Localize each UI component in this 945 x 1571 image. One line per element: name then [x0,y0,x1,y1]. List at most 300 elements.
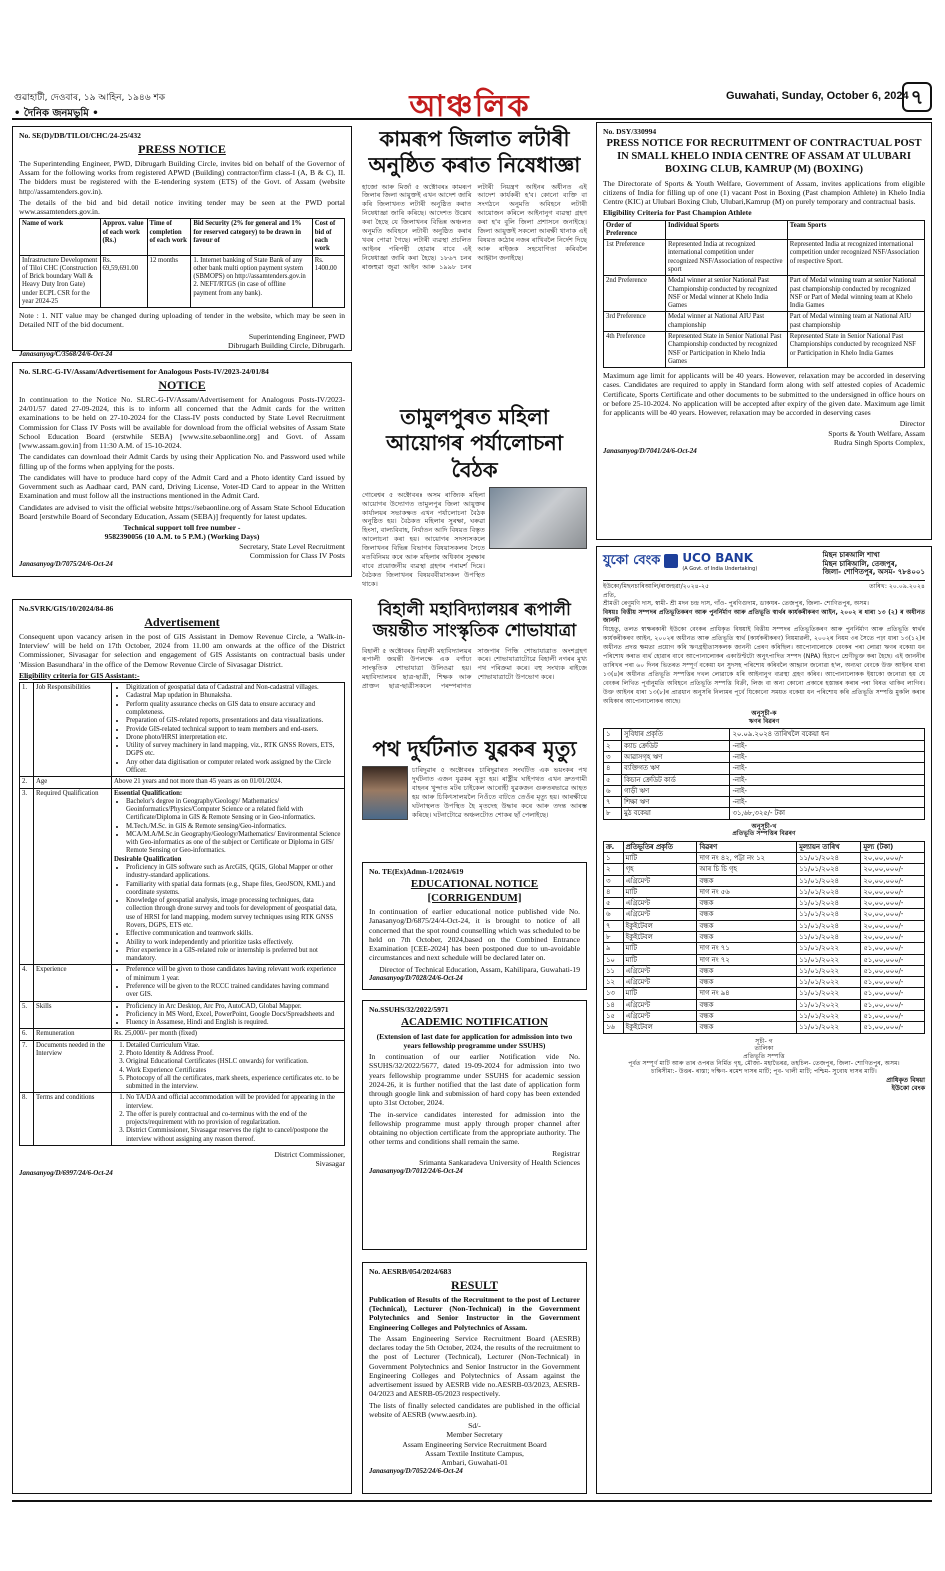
dsy-cell: 4th Preference [604,332,666,368]
uco-cell: ১১/০১/২০২৪ [797,853,861,864]
uco-cell: ৭ [604,797,622,808]
tec-footer: Janasanyog/D/7028/24/6-Oct-24 [369,973,463,982]
pwd-table-row [20,255,345,308]
dsy-cell: Medal winner at senior National Past Championship conducted by recognized NSF or Medal winner at Khelo India Games [666,276,788,312]
svrk-numbered-item: 2. Photo Identity & Address Proof. [126,1050,342,1058]
svrk-bullet: • Preference will be given to the RCCC trained candidates having command over GIS. [126,983,342,1000]
svrk-value-text: Rs. 25,000/- per month (fixed) [114,1030,198,1038]
uco-schedule-b-head [604,841,925,852]
uco-col-header: ক্ৰ. [604,841,624,852]
dsy-col-header: Order of Preference [604,220,666,240]
uco-cell: ৫১,০০,০০০/- [861,988,925,999]
pwd-note: Note : 1. NIT value may be changed during uploading of tender in the website, which may be seen in Detailed NIT of the bid document. [19,311,345,330]
uco-cell: এগ্ৰিমেণ্ট [623,977,697,988]
uco-cell: ৫১,০০,০০০/- [861,999,925,1010]
uco-cell: এগ্ৰিমেণ্ট [623,898,697,909]
ssuhs-footer: Janasanyog/D/7012/24/6-Oct-24 [369,1167,463,1176]
uco-cell: এগ্ৰিমেণ্ট [623,1010,697,1021]
svrk-row-number: 3. [20,788,34,965]
svrk-numbered-item: 2. The offer is purely contractual and co-terminus with the end of the projects/requirement with no provision of regularization. [126,1111,342,1128]
uco-cell: ৬ [604,909,624,920]
uco-cell: ১১/০১/২০২৪ [797,864,861,875]
tec-title: EDUCATIONAL NOTICE [CORRIGENDUM] [410,878,539,904]
uco-schedule-b-row [604,853,925,864]
uco-col-header: মূল্য (টকা) [861,841,925,852]
uco-cell: ২০,০০,০০০/- [861,853,925,864]
dsy-table-row [604,312,925,332]
uco-cell: এগ্ৰিমেণ্ট [623,999,697,1010]
svrk-bullet: • M.Tech./M.Sc. in GIS & Remote sensing/Geo-informatics. [126,823,342,831]
uco-schedule-a-row [604,729,925,740]
svrk-bullet: • Any other data digitisation or computer related work assigned by the Circle Officer. [126,759,342,776]
dsy-table-row [604,240,925,276]
pwd-cell: 1. Internet banking of State Bank of any other bank multi option payment system (SBMOPS) on http://assamtenders.gov.in 2. NEFT/RTGS (in case of offline payment from any bank). [191,255,312,308]
pwd-para-1: The Superintending Engineer, PWD, Dibrugarh Building Circle, invites bid on behalf of the Governor of Assam for the following works from registered APWD (Building) contractor/firm class-I (A, B & C), II. The bidders must be registered with the E-tendering system (ETS) of the Govt. of Assam (website http://assamtenders.gov.in). [19,158,345,196]
uco-cell: ২০,০০,০০০/- [861,920,925,931]
uco-cell: -নাই- [730,785,925,796]
uco-cell: ১১/০১/২০২২ [797,977,861,988]
slrc-signature: Secretary, State Level Recruitment Commission for Class IV Posts [239,541,345,560]
uco-cell: দাগ নং ৭২ [697,954,797,965]
uco-cell: ১৪ [604,999,624,1010]
svrk-row-value [112,1040,345,1093]
slrc-footer: Janasanyog/D/7075/24/6-Oct-24 [19,560,113,569]
uco-cell: ৯ [604,943,624,954]
dsy-cell: Medal winner at National AIU Past championship [666,312,788,332]
uco-cell: -নাই- [730,774,925,785]
svrk-row-key: Job Responsibilities [34,683,112,777]
uco-cell: দাগ নং ৫৬ [697,886,797,897]
dsy-title: PRESS NOTICE FOR RECRUITMENT OF CONTRACTUAL POST IN SMALL KHELO INDIA CENTRE OF ASSAM AT ULUBARI BOXING CLUB, KAMRUP (M) (BOXING) [606,138,922,175]
uco-cell: ১৬ [604,1022,624,1033]
uco-date: তাৰিখ: ২০.০৯.২০২৪ [869,582,925,590]
uco-col-header: বিৱৰণ [697,841,797,852]
pwd-cell: 12 months [147,255,191,308]
svrk-numbered-item: 1. Detailed Curriculum Vitae. [126,1042,342,1050]
svrk-ref: No.SVRK/GIS/10/2024/84-86 [19,604,114,613]
svrk-footer: Janasanyog/D/6997/24/6-Oct-24 [19,1168,113,1177]
masthead-logo: আঞ্চলিক [409,89,531,124]
svrk-bullet: • Proficiency in Arc Desktop, Arc Pro, AutoCAD, Global Mapper. [126,1003,342,1011]
svrk-numbered-item: 4. Work Experience Certificates [126,1067,342,1075]
uco-schedule-b-row [604,864,925,875]
tec-signature: Director of Technical Education, Assam, Kahilipara, Guwahati-19 [379,964,580,974]
svrk-bullet-list [114,1003,342,1028]
dsy-cell: Represented State in Senior National Past Championship conducted by recognized NSF or Participation in Khelo India Games [666,332,788,368]
uco-subject: বিষয়ঃ বিত্তীয় সম্পদৰ প্ৰতিভূতিকৰণ আৰু পুনৰ্নিৰ্মাণ আৰু প্ৰতিভূতি স্বাৰ্থৰ কাৰ্যকৰীকৰণ আইন, ২০০২ ৰ ধাৰা ১৩ (২) ৰ অধীনত জাননী [603,609,925,624]
svrk-row-number: 2. [20,777,34,788]
dsy-table [603,220,925,369]
svrk-row-key: Terms and conditions [34,1093,112,1146]
uco-schedule-b-row [604,932,925,943]
svrk-value-subhead: Desirable Qualification [114,855,182,863]
dsy-col-header: Team Sports [787,220,924,240]
svrk-bullet: • Drone photo/HRSI interpretation etc. [126,734,342,742]
uco-cell: এগ্ৰিমেণ্ট [623,909,697,920]
uco-schedule-b-row [604,886,925,897]
aesrb-para-2: The lists of finally selected candidates are published in the official website of AESRB (www.aesrb.in). [369,1400,580,1419]
slrc-title: NOTICE [158,378,206,393]
svrk-row-value [112,788,345,965]
uco-cell: এগ্ৰিমেণ্ট [623,875,697,886]
uco-cell: ৫ [604,898,624,909]
slrc-para-3: The candidates will have to produce hard copy of the Admit Card and a Photo identity Card issued by Government such as Aadhaar card, PAN card, Driving License, Voter-ID Card to appear in the Written Examination and must follow all the instructions mentioned in the Admit Card. [19,472,345,501]
uco-cell: ১১/০১/২০২২ [797,965,861,976]
svrk-row [20,965,345,1001]
svrk-row-key: Skills [34,1001,112,1029]
svrk-row-number: 5. [20,1001,34,1029]
uco-cell: ১১/০১/২০২২ [797,954,861,965]
slrc-para-2: The candidates can download their Admit Cards by using their Application No. and Password used while filling up of the forms when applying for the posts. [19,452,345,471]
uco-body: যিহেতু, তলত স্বাক্ষৰকাৰী ইউকো বেংকৰ প্ৰাধিকৃত বিষয়াই বিত্তীয় সম্পদৰ প্ৰতিভূতিকৰণ আৰু পুনৰ্নিৰ্মাণ আৰু প্ৰতিভূতি স্বাৰ্থৰ কাৰ্যকৰীকৰণ আইন, ২০০২ৰ অধীনত আৰু প্ৰতিভূতি স্বাৰ্থ (কাৰ্যকৰীকৰণ) নিয়মাৱলী, ২০০২ৰ নিয়ম ৩ৰ সৈতে পঢ়া ধাৰা ১৩(১২)ৰ অধীনত প্ৰদত্ত ক্ষমতা প্ৰয়োগ কৰি ঋণগ্ৰহীতাসকলক জাননী প্ৰেৰণ কৰিছিল। আপোনালোকে বেংকৰ পৰা লোৱা ঋণৰ বকেয়া ধন পৰিশোধ কৰাত ব্যৰ্থ হোৱাৰ বাবে আপোনালোকৰ একাউণ্টটো অনুৎপাদিত সম্পদ (NPA) হিচাপে শ্ৰেণীভুক্ত কৰা হৈছে। এই জাননীৰ তাৰিখৰ পৰা ৬০ দিনৰ ভিতৰত সম্পূৰ্ণ বকেয়া ধন সুদসহ পৰিশোধ কৰিবলৈ আহ্বান জনোৱা হ'ল, অন্যথা বেংকে উক্ত আইনৰ ধাৰা ১৩(৪)ৰ অধীনত প্ৰতিভূতি সম্পত্তিৰ দখল লোৱাকে ধৰি আইনানুগ ব্যৱস্থা গ্ৰহণ কৰিব। আপোনালোকক ইয়াকো জনোৱা হয় যে বেংকৰ লিখিত পূৰ্বানুমতি অবিহনে প্ৰতিভূতি সম্পত্তি বিক্ৰী, লিজ বা অন্য কোনো প্ৰকাৰে হস্তান্তৰ কৰাৰ পৰা বিৰত থাকিব লাগিব। উক্ত আইনৰ ধাৰা ১৩(৮)ৰ প্ৰাৱধান অনুসৰি নিলামৰ পূৰ্বে যিকোনো সময়ত বকেয়া ধন পৰিশোধ কৰি প্ৰতিভূতি সম্পত্তি মুকলি কৰাৰ অধিকাৰ আপোনালোকৰ আছে। [603,626,925,706]
svrk-bullet: • Fluency in Assamese, Hindi and English is required. [126,1019,342,1027]
uco-cell: মাটি [623,988,697,999]
svrk-numbered-item: 3. Original Educational Certificates (HSLC onwards) for verification. [126,1058,342,1066]
uco-cell: বন্ধক [697,965,797,976]
uco-schedule-b-row [604,1022,925,1033]
uco-cell: ১১/০১/২০২৪ [797,920,861,931]
footer-rule [12,1500,932,1502]
uco-col-header: মূল্যায়ন তাৰিখ [797,841,861,852]
pwd-col-header: Approx. value of each work (Rs.) [100,219,147,255]
pwd-cell: Rs. 1400.00 [312,255,344,308]
svrk-bullet: • Perform quality assurance checks on GIS data to ensure accuracy and completeness. [126,701,342,718]
uco-schedule-b [603,841,925,1034]
svrk-row-key: Age [34,777,112,788]
pwd-para-2: The details of the bid and bid detail notice inviting tender may be seen at the PWD portal www.assamtenders.gov.in. [19,197,345,217]
svrk-numbered-item: 5. Photocopy of all the certificates, mark sheets, experience certificates etc. to be submitted in the interview. [126,1075,342,1092]
header-rule [12,118,932,120]
uco-cell: ১ [604,729,622,740]
pwd-col-header: Bid Security (2% for general and 1% for reserved category) to be drawn in favour of [191,219,312,255]
svrk-row-number: 6. [20,1029,34,1040]
uco-closing: সূচী- গ তালিকা প্ৰতিভূতি সম্পত্তি পূৰ্বত সম্পূৰ্ণ মাটি আৰু তাৰ ওপৰত নিৰ্মিত গৃহ, মৌজা- মহাভৈৰৱ, তহচিল- তেজপুৰ, জিলা- শোণিতপুৰ, অসম। চাৰিসীমা:- উত্তৰ- ৰাস্তা; দক্ষিণ- ৰমেশ দাসৰ মাটি; পূব- খালী মাটি; পশ্চিম- সুবোধ দাসৰ মাটি। [628,1037,900,1075]
pwd-table [19,218,345,308]
svrk-bullet: • Proficiency in MS Word, Excel, PowerPoint, Google Docs/Spreadsheets and [126,1011,342,1019]
news-accident-headline: পথ দুৰ্ঘটনাত যুৱকৰ মৃত্যু [372,737,577,761]
svrk-numbered-list [114,1042,342,1092]
date-bengali: গুৱাহাটী, দেওবাৰ, ১৯ আহিন, ১৯৪৬ শক [14,93,166,103]
svrk-eligibility: Eligibility criteria for GIS Assistant:- [19,670,140,680]
uco-cell: ৮ [604,808,622,819]
svrk-row [20,1001,345,1029]
uco-cell: দাগ নং ৯৪ [697,988,797,999]
dsy-signature: Director Sports & Youth Welfare, Assam Rudra Singh Sports Complex, [828,419,925,447]
uco-schedule-b-row [604,988,925,999]
pwd-col-header: Cost of bid of each work [312,219,344,255]
uco-cell: -নাই- [730,797,925,808]
dsy-para-2: Maximum age limit for applicants will be 40 years. However, relaxation may be accorded in deserving cases. Candidates are required to apply in Standard form along with self attested copies of Academic Certificate, Sports Certificate and other documents to be submitted to the undersigned in office hours on or before 25-10-2024. No application will be accepted after expiry of the given date. Maximum age limit for applicants will be 40 years. However, relaxation may be accorded in deserving cases [603,371,925,418]
svrk-row-key: Required Qualification [34,788,112,965]
uco-cell: -নাই- [730,751,925,762]
svrk-bullet: • Knowledge of geospatial analysis, image processing techniques, data collection through drone survey and tools for development of geospatial data, use of HRSI for land mapping, modern survey techniques using RTK GNSS Rovers, DGPS, ETS etc. [126,897,342,930]
uco-cell: ১১/০১/২০২২ [797,1022,861,1033]
dsy-cell: Represented India at recognized international competition under recognized NSF/Association of respective sport [666,240,788,276]
uco-cell: কিচান ক্ৰেডিট কাৰ্ড [622,774,730,785]
aesrb-result [362,1262,587,1494]
uco-cell: ৩১,৬৮,৩২৫/- টকা [730,808,925,819]
uco-cell: ৪ [604,886,624,897]
svrk-bullet-list [114,684,342,775]
dsy-para-1: The Directorate of Sports & Youth Welfare, Government of Assam, invites applications from eligible citizens of India for filling up of one (1) vacant Post in Boxing (Past champion Athlete) in Khelo India Centre (KIC) at Ulubari Boxing Club, Ulubari,Kamrup (M) on purely temporary and contractual basis. [603,178,925,207]
ssuhs-ref: No.SSUHS/32/2022/5971 [369,1005,449,1014]
uco-cell: মাটি [623,954,697,965]
svrk-row-number: 4. [20,965,34,1001]
uco-cell: ১৫ [604,1010,624,1021]
svrk-row-key: Experience [34,965,112,1001]
pwd-col-header: Name of work [20,219,101,255]
uco-schedule-b-row [604,875,925,886]
uco-schedule-b-row [604,898,925,909]
uco-cell: ১ [604,853,624,864]
svrk-bullet-list [114,966,342,999]
uco-cell: ২০.০৯.২০২৪ তাৰিখলৈ বকেয়া ধন [730,729,925,740]
svrk-row-value [112,777,345,788]
svrk-row [20,1040,345,1093]
svrk-row-key: Remuneration [34,1029,112,1040]
svrk-bullet: • Preparation of GIS-related reports, presentations and data visualizations. [126,717,342,725]
uco-schedule-b-row [604,999,925,1010]
uco-cell: ১১/০১/২০২২ [797,988,861,999]
svrk-bullet: • Cadastral Map updation in Bhunaksha. [126,692,342,700]
svrk-row-value [112,1001,345,1029]
uco-cell: ৫১,০০,০০০/- [861,977,925,988]
svrk-bullet: • Ability to work independently and prioritize tasks effectively. [126,939,342,947]
uco-cell: ২০,০০,০০০/- [861,932,925,943]
uco-cell: মাটি [623,853,697,864]
svrk-numbered-list [114,1094,342,1144]
svrk-title: Advertisement [144,615,220,630]
uco-cell: এগ্ৰিমেণ্ট [623,965,697,976]
aesrb-ref: No. AESRB/054/2024/683 [369,1267,452,1276]
uco-cell: ৬ [604,785,622,796]
svrk-advertisement [12,599,352,1494]
uco-cell: ৭ [604,920,624,931]
uco-cell: বন্ধক [697,977,797,988]
dsy-cell: Represented State in Senior National Past Championships conducted by recognized NSF or Participation in Khelo India Games [787,332,924,368]
pwd-table-head [20,219,345,255]
news-lottery [362,126,587,394]
uco-logo-icon [664,554,678,568]
svrk-numbered-item: 1. No TA/DA and official accommodation will be provided for appearing in the interview. [126,1094,342,1111]
uco-cell: -নাই- [730,740,925,751]
uco-schedule-a [603,728,925,819]
date-english: Guwahati, Sunday, October 6, 2024 [726,90,909,102]
uco-schedule-a-row [604,785,925,796]
svrk-row [20,683,345,777]
uco-schedule-b-row [604,954,925,965]
uco-cell: ১১/০১/২০২২ [797,999,861,1010]
uco-cell: ৫১,০০,০০০/- [861,1010,925,1021]
uco-schedule-a-row [604,808,925,819]
uco-signature: প্ৰাধিকৃত বিষয়া ইউকো বেংক [886,1076,925,1093]
news-women-commission [362,404,587,594]
pwd-ref: No. SE(D)/DB/TILOI/CHC/24-25/432 [19,131,141,140]
dsy-eligibility: Eligibility Criteria for Past Champion Athlete [603,208,752,218]
svrk-value-text: Above 21 years and not more than 45 years as on 01/01/2024. [114,778,283,786]
dsy-table-row [604,332,925,368]
uco-cell: বন্ধক [697,875,797,886]
uco-cell: ২০,০০,০০০/- [861,864,925,875]
svrk-bullet: • Bachelor's degree in Geography/Geology/ Mathematics/ Geoinformatics/Physics/Computer Science or a related field with Certificate/Diploma in GIS & Remote Sensing or in Geo-informatics. [126,798,342,823]
svrk-numbered-item: 3. District Commissioner, Sivasagar reserves the right to cancel/postpone the interview without assigning any reason thereof. [126,1127,342,1144]
uco-cell: ২ [604,740,622,751]
ssuhs-subtitle: (Extension of last date for application for admission into two years fellowship programme under SSUHS) [376,1031,573,1050]
page-number: ৭ [902,82,932,112]
pwd-cell: Rs. 69,59,691.00 [100,255,147,308]
uco-schedule-b-row [604,920,925,931]
aesrb-title: RESULT [451,1278,498,1293]
uco-cell: ২০,০০,০০০/- [861,886,925,897]
uco-cell: ক্যাচ ক্ৰেডিট [622,740,730,751]
dsy-table-row [604,276,925,312]
pwd-footer: Janasanyog/C/3568/24/6-Oct-24 [19,350,113,359]
uco-schedule-a-title: অনুসূচী-ক ঋণৰ বিৱৰণ [748,710,780,725]
uco-schedule-a-row [604,751,925,762]
uco-cell: মাটি [623,886,697,897]
uco-cell: ৪ [604,763,622,774]
dsy-cell: Represented India at recognized international competition under recognized NSF/Association of respective Sport. [787,240,924,276]
uco-cell: ৩ [604,875,624,886]
pwd-title: PRESS NOTICE [138,142,226,157]
uco-cell: ১১/০১/২০২২ [797,943,861,954]
svrk-signature: District Commissioner, Sivasagar [274,1150,345,1169]
svrk-bullet: • MCA/M.A/M.Sc.in Geography/Geology/Mathematics/ Environmental Science with Geo-informatics as one of the subject or Certificate or Diploma in GIS/ Remote Sensing or Geo-informatics. [126,831,342,856]
uco-bank-notice [596,546,932,1494]
svrk-bullet-list [114,864,342,963]
uco-cell: ইকুইটেবল [623,932,697,943]
svrk-row-value [112,965,345,1001]
paper-name: • দৈনিক জনমভূমি • [14,108,99,119]
svrk-row-number: 8. [20,1093,34,1146]
dsy-footer: Janasanyog/D/7041/24/6-Oct-24 [603,447,697,456]
svrk-row [20,777,345,788]
ssuhs-para-2: The in-service candidates interested for admission into the fellowship programme must apply through proper channel after obtaining no objection certificate from the appropriate authority. The other terms and conditions shall remain the same. [369,1109,580,1147]
uco-schedule-b-title: অনুসূচী-খ প্ৰতিভূতি সম্পত্তিৰ বিৱৰণ [732,822,796,838]
uco-cell: ৫১,০০,০০০/- [861,1022,925,1033]
pwd-press-notice [12,126,352,359]
news-women-body: গোৰেশ্বৰ ৫ অক্টোবৰঃ অসম ৰাজ্যিক মহিলা আয়োগৰ উদ্যোগত তামুলপুৰ জিলা আয়ুক্তৰ কাৰ্যালয়ৰ সভাকক্ষত এখন পৰ্যালোচনা বৈঠক অনুষ্ঠিত হয়। বৈঠকত মহিলাৰ সুৰক্ষা, ঘৰুৱা হিংসা, বাল্যবিবাহ, নিৰ্যাতন আদি বিষয়ত বিস্তৃত আলোচনা কৰা হয়। আয়োগৰ সদস্যসকলে জিলাখনৰ বিভিন্ন বিভাগৰ বিষয়াসকলৰ সৈতে মতবিনিময় কৰে আৰু মহিলাৰ অধিকাৰ সুৰক্ষাৰ বাবে প্ৰয়োজনীয় ব্যৱস্থা গ্ৰহণৰ পৰামৰ্শ দিয়ে। বৈঠকত জিলাখনৰ বিষয়ববীয়াসকল উপস্থিত থাকে। [362,490,485,588]
uco-cell: ১১/০১/২০২৪ [797,898,861,909]
svrk-row-number: 7. [20,1040,34,1093]
uco-cell: বন্ধক [697,999,797,1010]
svrk-row [20,788,345,965]
uco-cell: বন্ধক [697,920,797,931]
news-bihali-headline: বিহালী মহাবিদ্যালয়ৰ ৰূপালী জয়ন্তীত সাংস্কৃতিক শোভাযাত্ৰা [372,600,577,642]
uco-schedule-b-row [604,965,925,976]
uco-cell: ১১ [604,965,624,976]
svrk-bullet: • Prior experience in a GIS-related role or internship is preferred but not mandatory. [126,947,342,964]
uco-col-header: প্ৰতিভূতিৰ প্ৰকৃতি [623,841,697,852]
ssuhs-para-1: In continuation of our earlier Notification vide No. SSUHS/32/2022/5677, dated 19-09-2024 for admission into two years fellowship programme under SSUHS for academic session 2024-26, it is further notified that the last date of application form through google link and submission of hard copy has been extended upto 31st October, 2024. [369,1052,580,1108]
uco-schedule-b-row [604,977,925,988]
slrc-para-1: In continuation to the Notice No. SLRC-G-IV/Assam/Advertisement for Analogous Posts-IV/2023-24/01/57 dated 27-09-2024, this is to inform all concerned that the Admit cards for the written examinations to be held on 27-10-2024 for the Class-IV posts conducted by State Level Recruitment Commission for Class IV Posts will be available for download from the official websites of Assam State School Education Board (erstwhile SEBA) [www.site.sebaonline.org] and Govt. of Assam [www.assam.gov.in] from 11:30 A.M. of 15-10-2024. [19,394,345,451]
dsy-cell: 3rd Preference [604,312,666,332]
uco-cell: দাগ নং ৭১ [697,943,797,954]
svrk-row-value [112,683,345,777]
uco-schedule-b-row [604,909,925,920]
news-bihali-body: বিহালী ৫ অক্টোবৰঃ বিহালী মহাবিদ্যালয়ৰ ৰূপালী জয়ন্তী উপলক্ষে এক বৰ্ণাঢ্য সাংস্কৃতিক শোভাযাত্ৰা উলিওৱা হয়। মহাবিদ্যালয়ৰ ছাত্ৰ-ছাত্ৰী, শিক্ষক আৰু প্ৰাক্তন ছাত্ৰ-ছাত্ৰীসকলে পৰম্পৰাগত সাজপাৰ পিন্ধি শোভাযাত্ৰাত অংশগ্ৰহণ কৰে। শোভাযাত্ৰাটোৱে বিহালী নগৰৰ মুখ্য পথ পৰিক্ৰমা কৰে। বহু সংখ্যক ৰাইজে শোভাযাত্ৰাটো উপভোগ কৰে। [362,646,587,691]
uco-cell: ১১/০১/২০২৪ [797,932,861,943]
pwd-cell: Infrastructure Development of Tiloi CHC (Construction of Brick boundary Wall & Heavy Duty Iron Gate) under ECPL CSR for the year 2024-25 [20,255,101,308]
dsy-press-notice [596,122,932,540]
uco-cell: ৫১,০০,০০০/- [861,965,925,976]
svrk-row-value [112,1093,345,1146]
svrk-bullet: • Effective communication and teamwork skills. [126,930,342,938]
uco-cell: ইকুইটেবল [623,920,697,931]
svrk-bullet: • Utility of survey machinery in land mapping, viz., RTK GNSS Rovers, ETS, DGPS etc. [126,742,342,759]
news-lottery-body: হাজো আৰু মিৰ্জা ৫ অক্টোবৰঃ কামৰূপ জিলাৰ জিলা আয়ুক্তই এখন আদেশ জাৰি কৰি জিলাখনত লটাৰী অনুষ্ঠিত কৰাত নিষেধাজ্ঞা জাৰি কৰিছে। আদেশত উল্লেখ কৰা হৈছে যে জিলাখনৰ বিভিন্ন অঞ্চলত অনুমতি অবিহনে লটাৰী অনুষ্ঠিত কৰাৰ খবৰ পোৱা গৈছে। লটাৰী ব্যৱস্থা প্ৰচলিত আইনৰ পৰিপন্থী হোৱাৰ বাবে এই নিষেধাজ্ঞা জাৰি কৰা হৈছে। ১৮৬৭ চনৰ ৰাজহুৱা জুৱা আইন আৰু ১৯৯৮ চনৰ লটাৰী নিয়ন্ত্ৰণ আইনৰ অধীনত এই আদেশ কাৰ্যকৰী হ'ব। কোনো ব্যক্তি বা সংগঠনে অনুমতি অবিহনে লটাৰী আয়োজন কৰিলে আইনানুগ ব্যৱস্থা গ্ৰহণ কৰা হ'ব বুলি জিলা প্ৰশাসনে জনাইছে। জিলা আয়ুক্তই সকলো আৰক্ষী থানাক এই বিষয়ত কঠোৰ নজৰ ৰাখিবলৈ নিৰ্দেশ দিছে আৰু ৰাইজক সহযোগিতা কৰিবলৈ আহ্বান জনাইছে। [362,182,587,271]
uco-schedule-a-row [604,797,925,808]
uco-cell: ৫ [604,774,622,785]
dsy-cell: Part of Medal winning team at senior National past championship conducted by recognized NSF or Part of Medal winning team at Khelo India Games [787,276,924,312]
ssuhs-title: ACADEMIC NOTIFICATION [401,1016,548,1029]
uco-name-english: UCO BANK [682,551,754,565]
tec-notice [362,862,587,990]
news-women-headline: তামুলপুৰত মহিলা আয়োগৰ পৰ্যালোচনা বৈঠক [386,405,563,482]
meeting-photo [489,487,587,549]
aesrb-para-1: The Assam Engineering Service Recruitment Board (AESRB) declares today the 5th October, 2024, the results of the recruitment to the post of Lecturer (Technical), Lecturer (Non-Technical) in Government Polytechnics and Senior Instructor in the Government Engineering Colleges and Polytechnics of Assam against the advertisement issued by AESRB vide no.AESRB-03/2023, AESRB-04/2023 and AESRB-05/2023 respectively. [369,1333,580,1399]
uco-cell: ১১/০১/২০২২ [797,1010,861,1021]
svrk-row [20,1093,345,1146]
ssuhs-notification [362,1000,587,1250]
uco-cell: ৫১,০০,০০০/- [861,954,925,965]
uco-cell: ২০,০০,০০০/- [861,875,925,886]
slrc-ref: No. SLRC-G-IV/Assam/Advertisement for Analogous Posts-IV/2023-24/01/84 [19,367,269,376]
svrk-table [19,682,345,1146]
uco-cell: ৫১,০০,০০০/- [861,943,925,954]
aesrb-signature: Sd/- Member Secretary Assam Engineering Service Recruitment Board Assam Textile Institute Campus, Ambari, Guwahati-01 [402,1421,547,1468]
news-accident-body: চাৰিদুৱাৰ ৫ অক্টোবৰঃ চাৰিদুৱাৰত সংঘটিত এক ভয়ংকৰ পথ দুৰ্ঘটনাত এজন যুৱকৰ মৃত্যু হয়। ৰাষ্ট্ৰীয় ঘাইপথত এখন দ্ৰুতগামী বাহনৰ খুন্দাত মটৰ চাইকেল আৰোহী যুৱকজন গুৰুতৰভাৱে আহত হয় আৰু চিকিৎসালয়লৈ নিওঁতে বাটতে তেওঁৰ মৃত্যু হয়। আৰক্ষীয়ে ঘটনাস্থলত উপস্থিত হৈ মৃতদেহ উদ্ধাৰ কৰে আৰু তদন্ত আৰম্ভ কৰিছে। ঘটনাটোৱে অঞ্চলটোত শোকৰ ছাঁ পেলাইছে। [412,766,587,819]
uco-branch: মিছন চাৰআলি শাখা মিছন চাৰিআলি, তেজপুৰ, জিলা- শোণিতপুৰ, অসম- ৭৮৪০০১ [822,551,925,577]
ssuhs-signature: Registrar Srimanta Sankaradeva University of Health Sciences [419,1148,580,1167]
uco-ref: ইউকো/মিছনচাৰিআলি/ৰাজহুৱা/২০২৪-২৫ [603,582,710,590]
uco-cell: বন্ধক [697,898,797,909]
uco-cell: শিক্ষা ঋণ [622,797,730,808]
uco-cell: মুঠ বকেয়া [622,808,730,819]
svrk-bullet: • Familiarity with spatial data formats (e.g., Shape files, GeoJSON, KML) and coordinate systems. [126,881,342,898]
uco-cell: দাগ নং ৪২, পট্টা নং ১২ [697,853,797,864]
pwd-col-header: Time of completion of each work [147,219,191,255]
slrc-para-4: Candidates are advised to visit the official website https://sebaonline.org of Assam State School Education Board [erstwhile Board of Secondary Education, Assam (SEBA)] frequently for latest updates. [19,502,345,521]
uco-cell: বন্ধক [697,1022,797,1033]
tec-para-1: In continuation of earlier educational notice published vide No. Janasanyog/D/6875/24/4-Oct-24, it is brought to notice of all concerned that the spot round counselling which was scheduled to be held on 7th October, 2024,based on the Combined Entrance Examination [CEE-2024] has been postponed due to un-avoidable circumstances and next schedule will be declared later on. [369,907,580,963]
dsy-table-head [604,220,925,240]
uco-cell: সুবিধাৰ প্ৰকৃতি [622,729,730,740]
slrc-support: Technical support toll free number - 9582390056 (10 A.M. to 5 P.M.) (Working Days) [104,523,260,542]
uco-cell: ৮ [604,932,624,943]
uco-schedule-b-row [604,1010,925,1021]
svrk-row [20,1029,345,1040]
uco-cell: গাড়ী ঋণ [622,785,730,796]
uco-cell: ব্যক্তিগত ঋণ [622,763,730,774]
uco-cell: ১১/০১/২০২৪ [797,875,861,886]
news-road-accident [362,736,587,856]
uco-cell: বন্ধক [697,1010,797,1021]
uco-cell: ১৩ [604,988,624,999]
uco-cell: আৰ চি চি গৃহ [697,864,797,875]
uco-name-bengali: যুকো বেংক [603,553,661,569]
victim-photo [362,766,408,820]
news-lottery-headline: কামৰূপ জিলাত লটাৰী অনুষ্ঠিত কৰাত নিষেধাজ্ঞা [368,127,581,178]
uco-cell: ১২ [604,977,624,988]
uco-cell: বন্ধক [697,909,797,920]
svrk-bullet: • Proficiency in GIS software such as ArcGIS, QGIS, Global Mapper or other industry-standard applications. [126,864,342,881]
uco-cell: ইকুইটেবল [623,1022,697,1033]
svrk-bullet: • Preference will be given to those candidates having relevant work experience of minimum 1 year. [126,966,342,983]
dsy-col-header: Individual Sports [666,220,788,240]
uco-cell: ২ [604,864,624,875]
